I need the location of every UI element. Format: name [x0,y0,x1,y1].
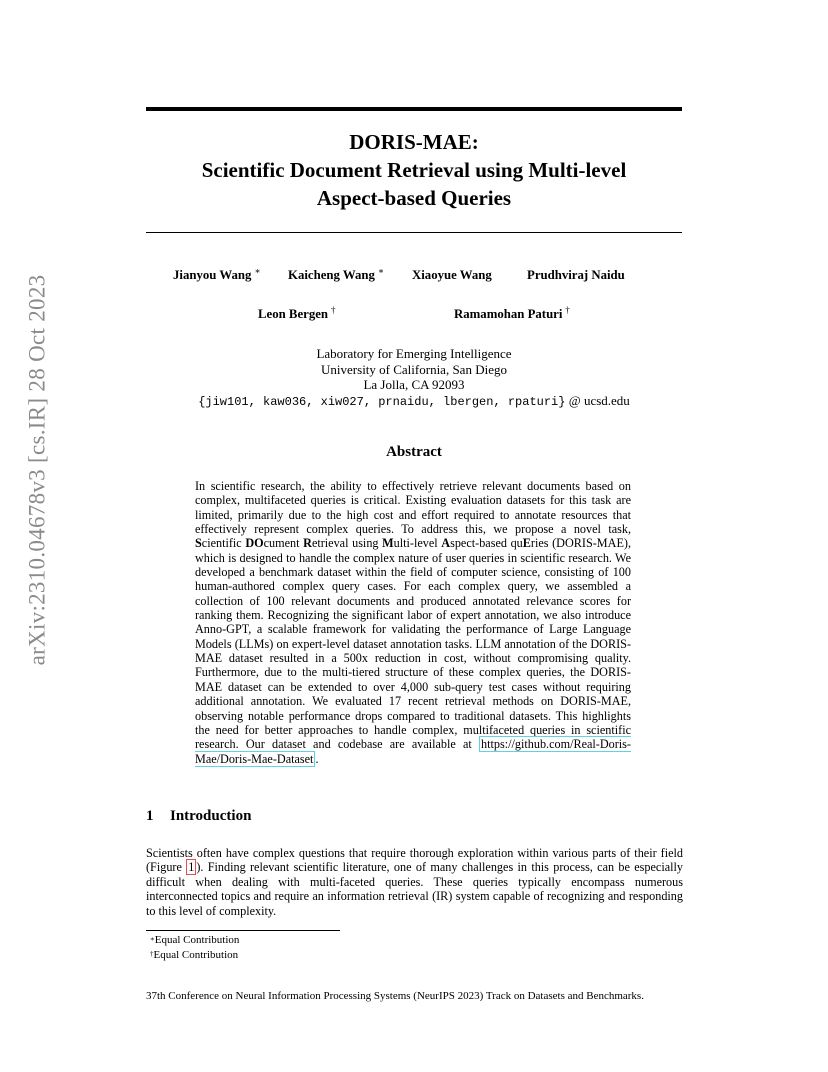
dataset-link[interactable]: https://github.com/Real-Doris-Mae/Doris-Mae-Dataset [195,737,631,766]
author: Prudhviraj Naidu [527,268,625,282]
title-line-2: Scientific Document Retrieval using Multi-level [201,158,627,182]
affiliation-university: University of California, San Diego [321,361,507,377]
footnote: ∗Equal Contribution [150,934,240,946]
abstract-heading: Abstract [386,444,442,460]
title-top-rule [146,107,682,111]
affiliation [146,346,682,410]
paper-title [146,128,682,212]
section-title: Introduction [170,808,252,824]
figure-reference-link[interactable]: 1 [188,860,195,875]
section-heading-introduction [146,808,682,825]
author: Xiaoyue Wang [412,268,492,282]
affiliation-emails [146,393,682,411]
author: Leon Bergen † [258,305,336,321]
footnote: †Equal Contribution [150,949,239,961]
conference-footer: 37th Conference on Neural Information Processing Systems (NeurIPS 2023) Track on Datasets and Benchmarks. [146,990,644,1002]
section-number: 1 [146,808,154,824]
affiliation-city: La Jolla, CA 92093 [363,377,465,392]
footnotes [150,933,550,963]
title-bottom-rule [146,232,682,233]
author: Jianyou Wang ∗ [173,266,261,282]
title-line-1: DORIS-MAE: [349,130,479,154]
title-line-3: Aspect-based Queries [316,186,512,210]
author: Kaicheng Wang ∗ [288,266,384,282]
email-domain: @ ucsd.edu [565,392,630,408]
affiliation-lab: Laboratory for Emerging Intelligence [316,346,512,361]
email-usernames: {jiw101, kaw036, xiw027, prnaidu, lbergen, rpaturi} [198,394,566,409]
arxiv-id: arXiv:2310.04678v3 [cs.IR] 28 Oct 2023 [24,274,49,666]
author: Ramamohan Paturi † [454,305,570,321]
footnote-rule [146,930,340,931]
arxiv-sidebar-stamp [22,274,52,666]
abstract-body: In scientific research, the ability to effectively retrieve relevant documents based on complex, multifaceted queries is critical. Existing evaluation datasets for this task are limited, primarily due to the high cost and effort required to annotate resources that effectively represent complex queries. To address this, we propose a novel task, Scientific DOcument Retrieval using Multi-level Aspect-based quEries (DORIS-MAE), which is designed to handle the complex nature of user queries in scientific research. We developed a benchmark dataset within the field of computer science, consisting of 100 human-authored complex query cases. For each complex query, we assembled a collection of 100 relevant documents and produced annotated relevance scores for ranking them. Recognizing the significant labor of expert annotation, we also introduce Anno-GPT, a scalable framework for validating the performance of Large Language Models (LLMs) on expert-level dataset annotation tasks. LLM annotation of the DORIS-MAE dataset resulted in a 500x reduction in cost, without compromising quality. Furthermore, due to the multi-tiered structure of these complex queries, the DORIS-MAE dataset can be extended to over 4,000 sub-query test cases without requiring additional annotation. We evaluated 17 recent retrieval methods on DORIS-MAE, observing notable performance drops compared to traditional datasets. This highlights the need for better approaches to handle complex, multifaceted queries in scientific research. Our dataset and codebase are available at https://github.com/Real-Doris-Mae/Doris-Mae-Dataset . [195,479,631,766]
introduction-paragraph: Scientists often have complex questions that require thorough exploration within various parts of their field (Figure 1 ). Finding relevant scientific literature, one of many challenges in this process, can be especially difficult when dealing with multi-faceted queries. These queries typically encompass numerous interconnected topics and require an information retrieval (IR) system capable of recognizing and responding to this level of complexity. [146,846,683,918]
